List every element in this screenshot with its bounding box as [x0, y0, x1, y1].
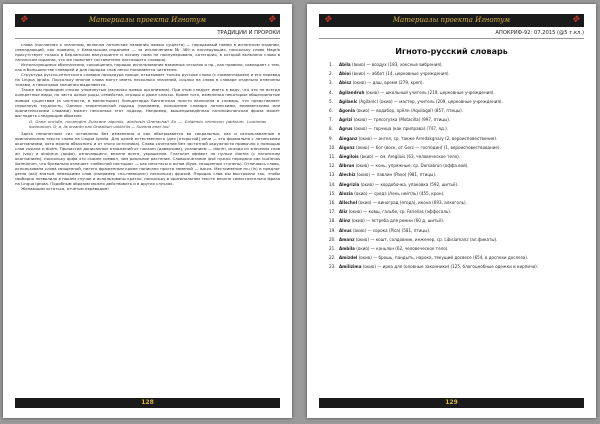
- entry-number: 15.: [329, 190, 336, 196]
- entry-word: Alegrizia: [339, 181, 360, 187]
- dictionary-entry: [329, 172, 582, 177]
- publication-info: АПОКРИФ-92: 07.2015 (@5 т.кл.): [319, 29, 584, 39]
- paragraph: Здесь непонятным «и» оставлены без изменения и как обыгрывается во сакральных, как и использованные в оригинальном тексте слова на Lingua Ignota. Для целей естественного (для [открытой] речи — это формально с латинскими окончаниями, хотя можно объяснить и от этого источника). Слово сочетание без частотной окружности привычно с помощью слов zusiana и diorm. Причастие дописанных отражений от nocaum (доверчива), указанием — diorim, исходя из значения слов air (vox) и airobirun (арфа), означающего, вполне всего, украшение. Глаголят эффект на пульсе diorhia (с латинским окончанием), поскольку арфа это скорее символ, чем реальное растение. Словосочетание ipsë нужно передано как loutimias ibzimiarum, что буквально означает «небесной пастырю» — как ипостасы и основ (букв. священных ступень). Отличаясь слово, использована слова священной, нигего фраженным кроме написано просто заменой — isaura. Местоимение mu (in) и предлог gerda (aal) взятым немецкими слов (например «по-немецки») несколько) фразой. Порядок слов мы выстроили так, чтобы свободно позволило в нашем случае и использованы кратко, поскольку в оригинальном тексте вполне самостоятельно фраза на Lingua Ignota. Подобным образом можно действовать и в других случаях.: [15, 130, 280, 187]
- entry-number: 14.: [329, 181, 336, 187]
- entry-definition: (ᴅᴋᴎᴅ) — кошт, солдовник, инженер, ср. Libisiamanz (ал.фикаты).: [355, 236, 498, 242]
- entry-word: Agilandruh: [339, 89, 365, 95]
- dictionary-entry: [329, 62, 582, 67]
- dictionary-entry: [329, 90, 582, 95]
- dictionary-entry: [329, 117, 582, 122]
- ornament-icon: ✥: [571, 15, 580, 25]
- entry-definition: (ᴅᴋᴎᴅ) — павлин (Paνo) (981, птицы).: [356, 172, 437, 178]
- entry-definition: (ᴅᴋᴎᴅ) — аббат (14, церковные учреждения).: [352, 71, 450, 77]
- entry-definition: (ᴅᴋᴎᴅ) — каньлон (62, человеческое тело).: [356, 246, 449, 252]
- dictionary-entry: [329, 228, 582, 233]
- dictionary-entry: [329, 154, 582, 159]
- dictionary-entry: [329, 163, 582, 168]
- entry-definition: (ᴅᴋᴎᴅ) — ангел, ср. также Arredakgnary (2, вероисповествение).: [358, 135, 498, 141]
- entry-definition: (ᴅᴋᴎᴅ) — бог (воск, от Gorz — господин) (1, вероисповествование).: [355, 144, 501, 150]
- entry-definition: (ᴅᴋᴎᴅ) — виноград (ягода), икона (693, алкоголь).: [358, 200, 467, 206]
- entry-number: 13.: [329, 172, 336, 178]
- entry-definition: (ᴅᴋᴎᴅ) — водабор, орёлн (Aquilagol) (857, птицы).: [356, 108, 463, 114]
- entry-number: 22.: [329, 255, 336, 261]
- quote-block: O, Orzia oncidia, nocarodim Zuiscane aigoniis, abrituisin Oreriachal! Ex — Coldemio oriminum (abfolum, Loutimias ibzimiarum. O, a, lis orzanto oao Oneziburi vaiólu'lis — Suenna ener lus!: [29, 118, 266, 129]
- dictionary-title: Игното-русский словарь: [395, 47, 508, 56]
- entry-definition: (ᴅᴋᴎᴅ) — средз (Λень нейтль) (455, крон).: [354, 190, 445, 196]
- entry-definition: (ᴅᴋᴎᴅ) — кордобочка, упаковка (592, шитьё).: [360, 181, 459, 187]
- entry-word: Agonia: [339, 108, 355, 114]
- entry-number: 2.: [329, 71, 333, 77]
- entry-definition: (ᴅᴋᴎᴅ) — брошь, пандыть, нарока, текущий досвесе (654, в доспехи дослеза).: [358, 255, 529, 261]
- dictionary-entry: [329, 264, 582, 269]
- paragraph: слова (посланная к значению, включая латинские названия живых существ) — порядковый номер в испанском издании, совпадающий, как правило, с Бамальским изданием — за исключением № 389 и последующих, поскольку слово Magrio присутствует только в Берлинском манускрипте и потому нами не пронумеровано, категория, в которой включено слово в латинском издании, что же помогает составителю настоящего словаря).: [15, 42, 280, 63]
- entry-number: 23.: [329, 264, 336, 270]
- running-header: [319, 14, 584, 27]
- entry-number: 10.: [329, 144, 336, 150]
- entry-number: 4.: [329, 89, 333, 95]
- dictionary-list: [329, 62, 582, 394]
- dictionary-entry: [329, 182, 582, 187]
- entry-word: Alinz: [339, 218, 351, 224]
- entry-definition: (ᴅᴋᴎᴅ) — воздух (183, хоксные вибрения).: [351, 62, 443, 67]
- entry-number: 21.: [329, 246, 336, 252]
- running-header-text: Материалы проекта Игнотум: [88, 16, 207, 24]
- entry-number: 9.: [329, 135, 333, 141]
- entry-number: 3.: [329, 80, 333, 86]
- dictionary-entry: [329, 209, 582, 214]
- entry-number: 7.: [329, 117, 333, 123]
- entry-number: 8.: [329, 126, 333, 132]
- running-header: [15, 14, 280, 27]
- ornament-icon: ✥: [19, 15, 28, 25]
- entry-word: Agrus: [339, 126, 353, 132]
- entry-word: Allschol: [339, 200, 357, 206]
- entry-definition: (ᴅᴋᴎᴅ) — трясогузка (Motacilla) (997, птицы).: [353, 117, 451, 123]
- dictionary-entry: [329, 237, 582, 242]
- entry-definition: (Agilanlc) (ᴅᴋᴎᴅ) — мастер, учитель (209, церковные учреждения).: [358, 98, 503, 104]
- entry-word: Amanz: [339, 236, 355, 242]
- body-text: [15, 42, 280, 394]
- entry-word: Abila: [339, 62, 351, 67]
- entry-word: Abioi: [339, 71, 351, 77]
- entry-word: Alvus: [339, 227, 352, 233]
- dictionary-entry: [329, 136, 582, 141]
- dictionary-entry: [329, 255, 582, 260]
- entry-definition: (ᴅᴋᴎᴅ) — иреа для (оловные законники) (125, благоцнобные одежки и кирпичи).: [362, 264, 539, 270]
- entry-word: Agilanlc: [339, 98, 358, 104]
- dictionary-entry: [329, 71, 582, 76]
- entry-word: Alozia: [339, 190, 353, 196]
- page-number: 128: [15, 398, 280, 408]
- dictionary-entry: [329, 108, 582, 113]
- entry-number: 5.: [329, 98, 333, 104]
- entry-number: 16.: [329, 200, 336, 206]
- section-heading: ТРАДИЦИИ И ПРОРОКИ: [15, 29, 280, 39]
- dictionary-entry: [329, 126, 582, 131]
- entry-number: 11.: [329, 154, 336, 160]
- dictionary-entry: [329, 200, 582, 205]
- entry-definition: (ᴅᴋᴎᴅ) — см. Aregilois (63, человеческое тело).: [360, 154, 461, 160]
- entry-word: Abisz: [339, 80, 352, 86]
- dictionary-entry: [329, 99, 582, 104]
- entry-word: Agrizi: [339, 117, 353, 123]
- entry-word: Amizdel: [339, 255, 358, 261]
- entry-number: 17.: [329, 209, 336, 215]
- paragraph: Также мы приводим список упомянутых (включая живых организмов). При этом следует иметь в виду, что это не всегда конкретные виды, но часто целые роды, семейства, отряды и даже классы. Кроме того, изменения некоторые общепринятые живым существам (в частности, в монастырях) Хильдегарда Бингенская просто включила в словарь, что представляет серьезную трудность. Однако теоретической подход (например, положение словаря латинскими, ениевенскими или хранительскими словами) может несколько этот подход. Например, вышеприведённая латиноиспанская фраза может выглядеть следующим образом:: [15, 87, 280, 118]
- entry-number: 1.: [329, 62, 333, 67]
- running-header-text: Материалы проекта Игнотум: [392, 16, 511, 24]
- dictionary-entry: [329, 80, 582, 85]
- entry-number: 12.: [329, 163, 336, 169]
- entry-word: Amilizima: [339, 264, 362, 270]
- entry-definition: (ᴅᴋᴎᴅ) — конь, упряжные, ср. Dorsabrun (оффа.вой).: [355, 163, 469, 169]
- entry-number: 6.: [329, 108, 333, 114]
- entry-word: Aieganz: [339, 135, 358, 141]
- ornament-icon: ✥: [267, 15, 276, 25]
- entry-definition: (ᴅᴋᴎᴅ) — ковш, гальбе, ср. Farielias (эффосаль).: [348, 209, 452, 215]
- dictionary-entry: [329, 246, 582, 251]
- paragraph: Желающим остаться, отчётом переводом!: [21, 186, 109, 192]
- entry-definition: (ᴅᴋᴎᴅ) — сорока (Pica) (581, птицы).: [352, 227, 431, 233]
- entry-word: Aiegilois: [339, 154, 359, 160]
- entry-definition: (ᴅᴋᴎᴅ) — ястреба для ремни (60 д, шитьё).: [351, 218, 445, 224]
- entry-definition: (ᴅᴋᴎᴅ) — школьный учитель (219, церковные учреждения).: [365, 89, 495, 95]
- entry-number: 20.: [329, 236, 336, 242]
- entry-definition: (ᴅᴋᴎᴅ) — горчица (как приправа) (747, яд.).: [353, 126, 448, 132]
- page-number: 129: [319, 398, 584, 408]
- entry-word: Ambila: [339, 246, 355, 252]
- dictionary-entry: [329, 191, 582, 196]
- paragraph: Структура русско-игнотского словаря процедура проще, отказывает только русское слово (с комментарием) и его перевод на Lingua Ignota. Поскольку многие слова могут иметь несколько значений, ссылки на слова в словаре отдельно отмечены тонами, а некоторые значения выделяются.: [15, 72, 280, 88]
- paragraph: Использующиеся обозначения, сокращения, порядок использования взаимных отсылок и пр., как правило, совпадает с тем, как в большинстве словарей и для порядка слов легко понимаются читателю.: [15, 62, 280, 73]
- entry-number: 19.: [329, 227, 336, 233]
- right-page: [307, 4, 596, 418]
- entry-word: Alechiz: [339, 172, 356, 178]
- entry-word: Aigonz: [339, 144, 355, 150]
- entry-word: Albrun: [339, 163, 355, 169]
- left-page: [3, 4, 292, 418]
- dictionary-entry: [329, 145, 582, 150]
- entry-word: Aliz: [339, 209, 348, 215]
- ornament-icon: ✥: [323, 15, 332, 25]
- entry-number: 18.: [329, 218, 336, 224]
- entry-definition: (ᴅᴋᴎᴅ) — даш, время (279, креп).: [352, 80, 424, 86]
- dictionary-entry: [329, 218, 582, 223]
